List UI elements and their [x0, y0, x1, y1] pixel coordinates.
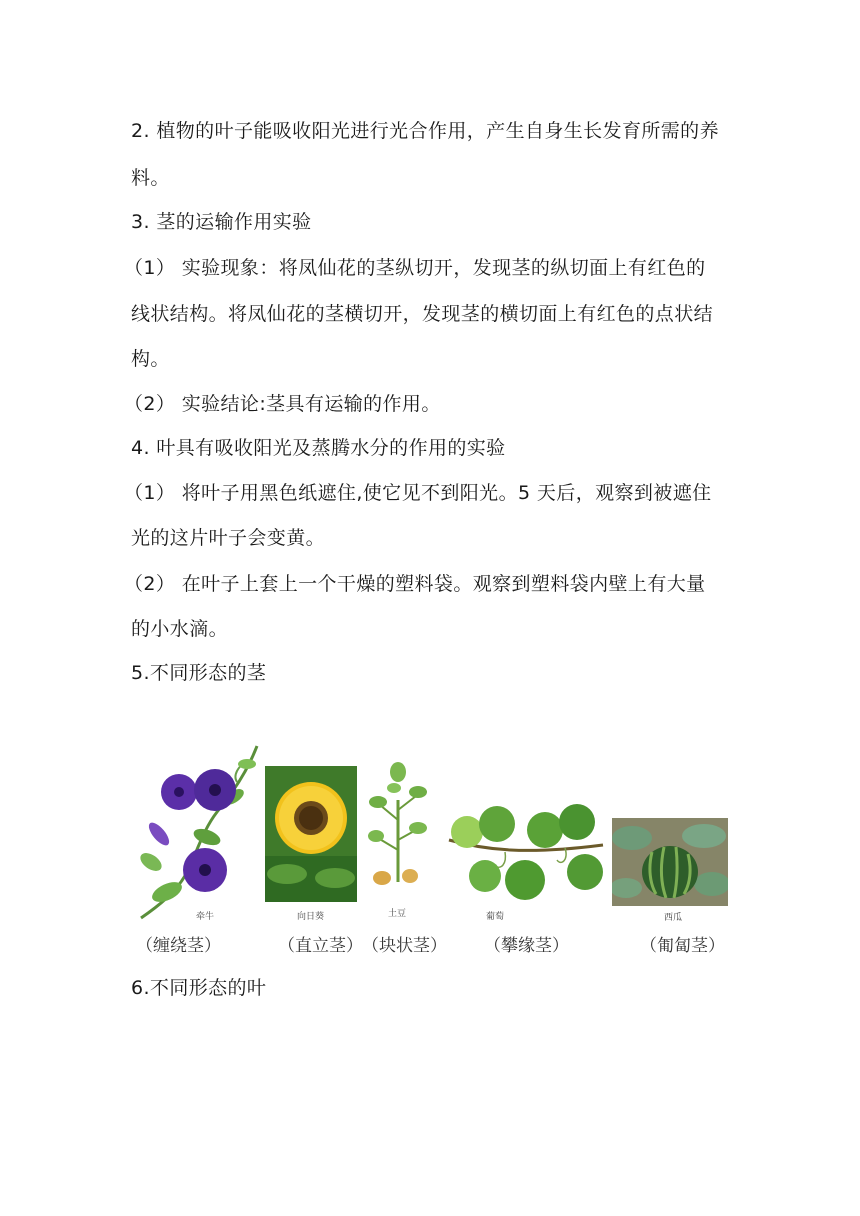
paragraph-line: 的小水滴。 — [131, 618, 229, 640]
section-heading: 4. 叶具有吸收阳光及蒸腾水分的作用的实验 — [131, 437, 506, 459]
plant-label: 牵牛 — [196, 912, 215, 922]
watermelon-image — [612, 818, 728, 906]
section-heading: 5.不同形态的茎 — [131, 662, 267, 684]
plant-label: 土豆 — [388, 909, 407, 919]
paragraph-line: （1） 实验现象：将凤仙花的茎纵切开，发现茎的纵切面上有红色的 — [124, 257, 706, 279]
sunflower-image — [265, 766, 357, 902]
paragraph-line: （2） 实验结论:茎具有运输的作用。 — [124, 393, 441, 415]
paragraph-line: 线状结构。将凤仙花的茎横切开，发现茎的横切面上有红色的点状结 — [131, 303, 714, 325]
plant-caption: （匍匐茎） — [640, 936, 725, 956]
morning-glory-image — [137, 742, 265, 920]
plant-label: 西瓜 — [664, 913, 683, 923]
section-heading: 6.不同形态的叶 — [131, 977, 267, 999]
paragraph-line: 料。 — [131, 167, 170, 189]
plant-label: 向日葵 — [297, 912, 325, 922]
plant-caption: （直立茎） — [278, 936, 363, 956]
section-heading: 3. 茎的运输作用实验 — [131, 211, 312, 233]
paragraph-line: 光的这片叶子会变黄。 — [131, 527, 326, 549]
paragraph-line: 2. 植物的叶子能吸收阳光进行光合作用，产生自身生长发育所需的养 — [131, 120, 719, 142]
potato-plant-image — [368, 760, 428, 888]
plant-caption: （缠绕茎） — [136, 936, 221, 956]
grape-vine-image — [445, 800, 605, 905]
plant-label: 葡萄 — [486, 912, 505, 922]
paragraph-line: （1） 将叶子用黑色纸遮住,使它见不到阳光。5 天后，观察到被遮住 — [124, 482, 712, 504]
plant-caption: （攀缘茎） — [484, 936, 569, 956]
plant-caption: （块状茎） — [362, 936, 447, 956]
paragraph-line: （2） 在叶子上套上一个干燥的塑料袋。观察到塑料袋内壁上有大量 — [124, 573, 706, 595]
paragraph-line: 构。 — [131, 348, 170, 370]
